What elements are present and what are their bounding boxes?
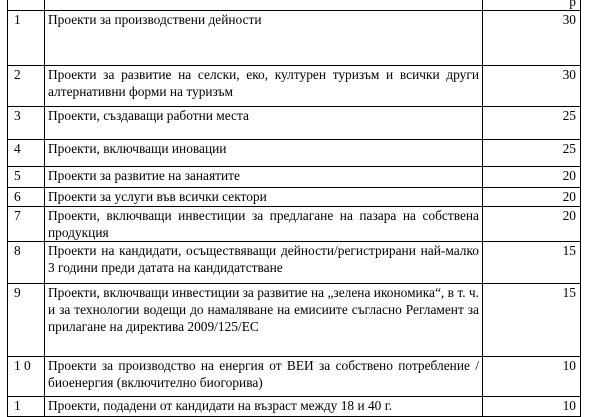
table-row: [8, 107, 581, 140]
row-number: 7: [8, 207, 45, 242]
row-number: 1: [8, 11, 45, 66]
row-criterion: Проекти, включващи иновации: [45, 140, 483, 167]
row-points: 20: [483, 207, 581, 242]
table-header-row: [8, 0, 581, 11]
row-criterion: Проекти за развитие на селски, еко, културен туризъм и всички други алтернативни форми на туризъм: [45, 66, 483, 107]
row-points: 25: [483, 107, 581, 140]
table-row: [8, 167, 581, 188]
row-number: 3: [8, 107, 45, 140]
row-number: 8: [8, 242, 45, 284]
row-number: 1: [8, 397, 45, 417]
row-points: 25: [483, 140, 581, 167]
row-criterion: Проекти на кандидати, осъществяващи дейности/регистрирани най-малко 3 години преди датата на кандидатстване: [45, 242, 483, 284]
row-points: 20: [483, 188, 581, 207]
row-points: 30: [483, 66, 581, 107]
row-points: 10: [483, 357, 581, 397]
row-number: 1 0: [8, 357, 45, 397]
row-points: 15: [483, 284, 581, 357]
row-criterion: Проекти за производствени дейности: [45, 11, 483, 66]
table-row: [8, 357, 581, 397]
criteria-table: [7, 0, 581, 417]
table-row: [8, 397, 581, 417]
table-row: [8, 11, 581, 66]
row-number: 4: [8, 140, 45, 167]
row-criterion: Проекти, включващи инвестиции за предлагане на пазара на собствена продукция: [45, 207, 483, 242]
header-criterion: [45, 0, 483, 11]
row-criterion: Проекти за развитие на занаятите: [45, 167, 483, 188]
table-row: [8, 242, 581, 284]
row-criterion: Проекти, включващи инвестиции за развитие на „зелена икономика“, в т. ч. и за технологии водещи до намаляване на емисиите съгласно Регламент за прилагане на директива 2009/125/ЕС: [45, 284, 483, 357]
header-num: [8, 0, 45, 11]
table-row: [8, 66, 581, 107]
row-criterion: Проекти за производство на енергия от ВЕИ за собствено потребление / биоенергия (включително биогорива): [45, 357, 483, 397]
table-row: [8, 284, 581, 357]
row-points: 30: [483, 11, 581, 66]
row-number: 2: [8, 66, 45, 107]
row-points: 15: [483, 242, 581, 284]
row-criterion: Проекти за услуги във всички сектори: [45, 188, 483, 207]
table-row: [8, 140, 581, 167]
row-points: 10: [483, 397, 581, 417]
row-points: 20: [483, 167, 581, 188]
row-criterion: Проекти, създаващи работни места: [45, 107, 483, 140]
table-row: [8, 188, 581, 207]
row-number: 6: [8, 188, 45, 207]
header-points: p: [483, 0, 581, 11]
row-criterion: Проекти, подадени от кандидати на възраст между 18 и 40 г.: [45, 397, 483, 417]
row-number: 5: [8, 167, 45, 188]
table-row: [8, 207, 581, 242]
row-number: 9: [8, 284, 45, 357]
